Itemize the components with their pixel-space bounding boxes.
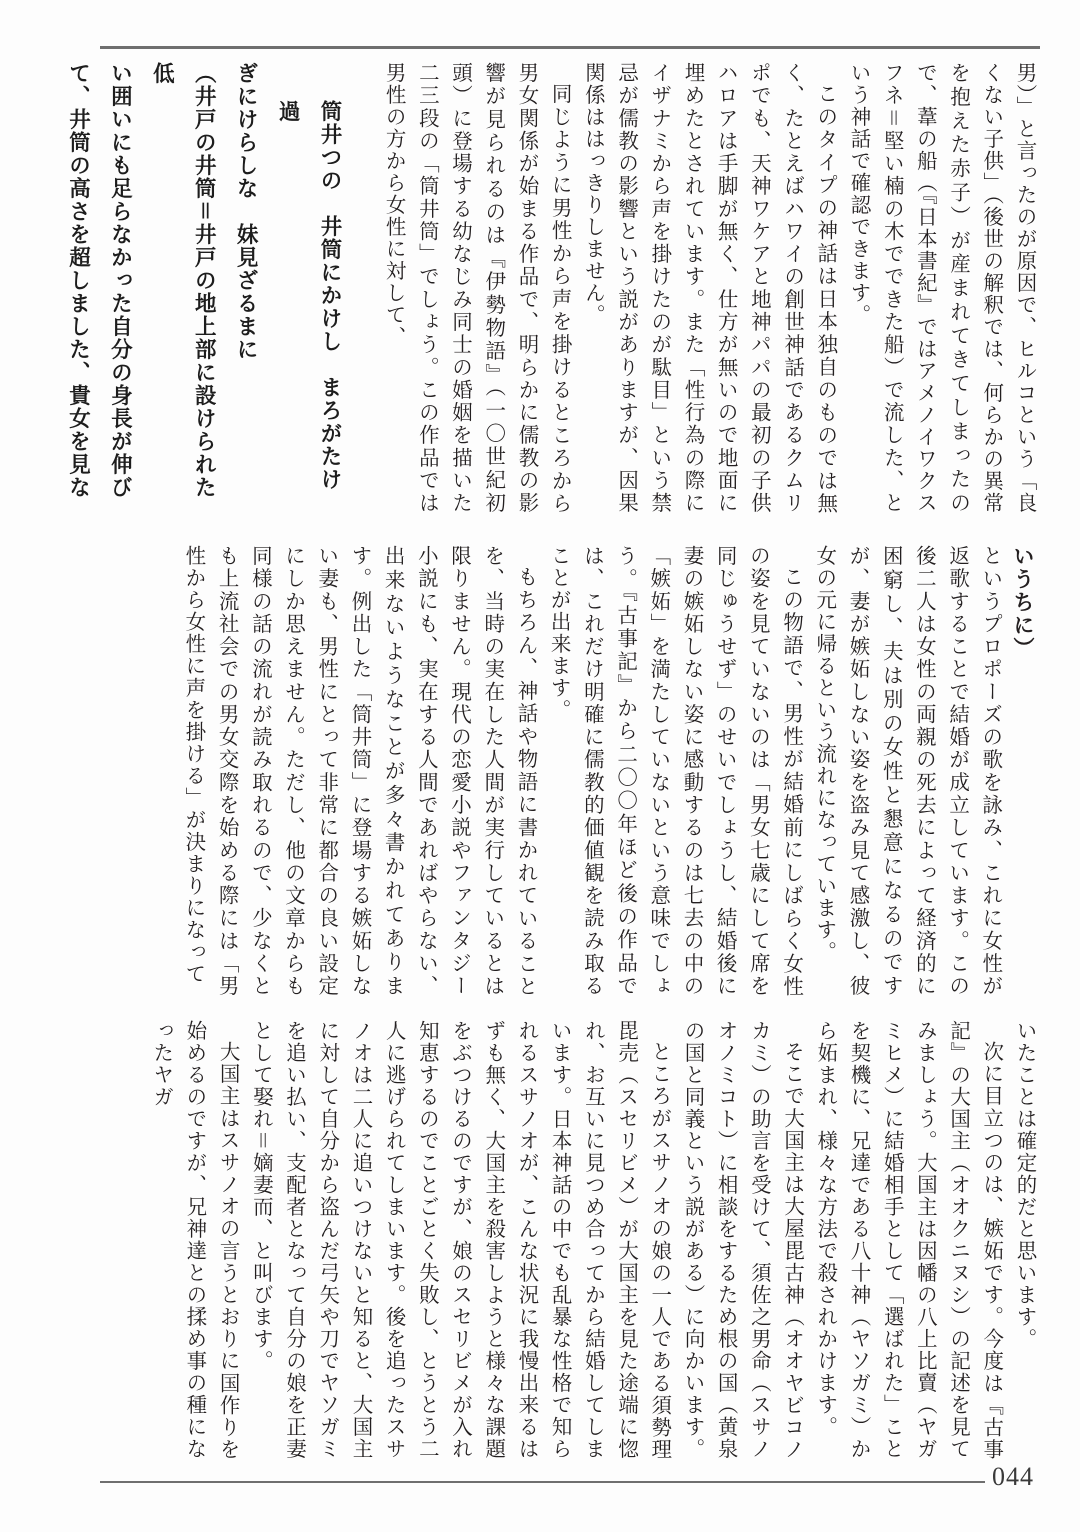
quoted-poem	[57, 62, 350, 514]
poem-line: 筒井つの 井筒にかけし まろがたけ 過	[275, 100, 342, 514]
paragraph: そこで大国主は大屋毘古神（オオヤビコノカミ）の助言を受けて、須佐之男命（スサノオノミコト）に相談をするため根の国（黄泉の国と同義という説がある）に向かいます。	[680, 1020, 803, 1460]
paragraph: 次に目立つのは、嫉妬です。今度は『古事記』の大国主（オオクニヌシ）の記述を見てみましょう。大国主は因幡の八上比賣（ヤガミヒメ）に結婚相手として「選ばれた」ことを契機に、兄達である八十神（ヤソガミ）から妬まれ、様々な方法で殺されかけます。	[813, 1020, 1002, 1460]
paragraph: 男）」と言ったのが原因で、ヒルコという「良くない子供」（後世の解釈では、何らかの異常を抱えた赤子）が産まれてきてしまったので、葦の船（『日本書紀』ではアメノイワクスフネ＝堅い楠の木でできた船）で流した、という神話で確認できます。	[846, 62, 1035, 514]
paragraph: もちろん、神話や物語に書かれていることを、当時の実在した人間が実行しているとは限りません。現代の恋愛小説やファンタジー小説にも、実在する人間であればやらない、出来ないようなことが多々書かれてあります。例出した「筒井筒」に登場する嫉妬しない妻も、男性にとって非常に都合の良い設定にしか思えません。ただし、他の文章からも同様の話の流れが読み取れるので、少なくとも上流社会での男女交際を始める際には「男性から女性に声を掛ける」が決まりになって	[181, 545, 536, 998]
paragraph: この物語で、男性が結婚前にしばらく女性の姿を見ていないのは「男女七歳にして席を同じゅうせず」のせいでしょうし、結婚後に妻の嫉妬しない姿に感動するのは七去の中の「嫉妬」を満たしていないという意味でしょう。『古事記』から二〇〇年ほど後の作品では、これだけ明確に儒教的価値観を読み取ることが出来ます。	[547, 545, 802, 998]
page-number: 044	[992, 1462, 1034, 1491]
poem-line: ぎにけらしな 妹見ざるまに	[233, 62, 259, 361]
bottom-horizontal-rule	[100, 1481, 985, 1483]
text-block-lower	[80, 1020, 1040, 1460]
paragraph: いたことは確定的だと思います。	[1013, 1020, 1035, 1350]
paragraph: というプロポーズの歌を詠み、これに女性が返歌することで結婚が成立しています。この後二人は女性の両親の死去によって経済的に困窮し、夫は別の女性と懇意になるのですが、妻が嫉妬しない姿を盗み見て感激し、彼女の元に帰るという流れになっています。	[812, 545, 1001, 998]
poem-line: （井戸の井筒＝井戸の地上部に設けられた低	[149, 62, 217, 499]
paragraph: 同じように男性から声を掛けるところから男女関係が始まる作品で、明らかに儒教の影響が見られるのは『伊勢物語』（一〇世紀初頭）に登場する幼なじみ同士の婚姻を描いた二三段の「筒井筒」でしょう。この作品では男性の方から女性に対して、	[382, 62, 571, 515]
heading-text: いうちに）	[1011, 545, 1035, 660]
poem-line: て、井筒の高さを超しました、貴女を見な	[65, 62, 91, 499]
poem-line: い囲いにも足らなかった自分の身長が伸び	[107, 62, 133, 499]
paragraph: ところがスサノオの娘の一人である須勢理毘売（スセリビメ）が大国主を見た途端に惚れ、お互いに見つめ合ってから結婚してしまいます。日本神話の中でも乱暴な性格で知られるスサノオが、こんな状況に我慢出来るはずも無く、大国主を殺害しようと様々な課題をぶつけるのですが、娘のスセリビメが入れ知恵するのでことごとく失敗し、とうとう二人に逃げられてしまいます。後を追ったスサノオは二人に追いつけないと知ると、大国主に対して自分から盗んだ弓矢や刀でヤソガミを追い払い、支配者となって自分の娘を正妻として娶れ＝嫡妻而、と叫びます。	[249, 1020, 670, 1460]
top-horizontal-rule	[100, 46, 1040, 49]
paragraph: このタイプの神話は日本独自のものでは無く、たとえばハワイの創世神話であるクムリポでも、天神ワケアと地神パパの最初の子供ハロアは手脚が無く、仕方が無いので地面に埋めたとされています。また「性行為の際にイザナミから声を掛けたのが駄目」という禁忌が儒教の影響という説がありますが、因果関係ははっきりしません。	[581, 62, 836, 515]
poem-continuation-heading	[1006, 545, 1040, 997]
paragraph: 大国主はスサノオの言うとおりに国作りを始めるのですが、兄神達との揉め事の種になったヤガ	[149, 1020, 239, 1460]
text-block-middle	[80, 545, 1040, 997]
